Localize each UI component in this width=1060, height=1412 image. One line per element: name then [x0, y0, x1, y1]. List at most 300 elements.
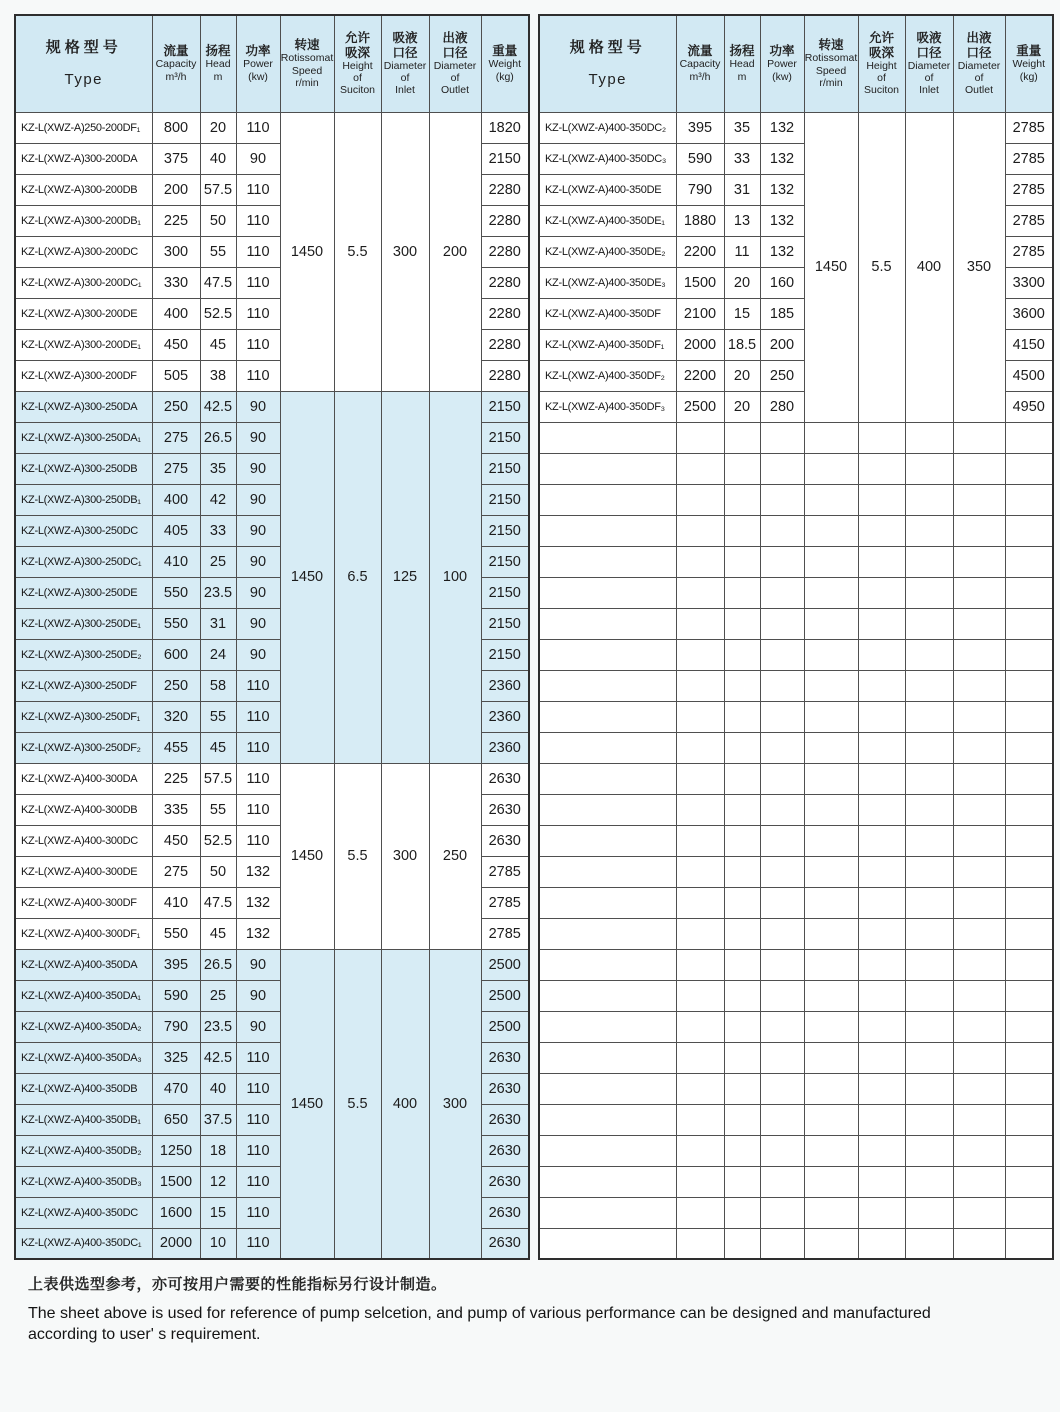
- empty-cell-inlet: [905, 453, 953, 484]
- empty-cell-weight: [1005, 1166, 1053, 1197]
- cell-type: KZ-L(XWZ-A)300-200DC: [15, 236, 152, 267]
- cell-capacity: 275: [152, 856, 200, 887]
- empty-cell-type: [539, 1135, 676, 1166]
- empty-cell-outlet: [953, 484, 1005, 515]
- cell-head: 15: [200, 1197, 236, 1228]
- empty-cell-power: [760, 701, 804, 732]
- empty-cell-weight: [1005, 1135, 1053, 1166]
- cell-type: KZ-L(XWZ-A)300-250DA: [15, 391, 152, 422]
- cell-capacity: 275: [152, 422, 200, 453]
- cell-power: 90: [236, 1011, 280, 1042]
- empty-cell-inlet: [905, 639, 953, 670]
- empty-cell-head: [724, 701, 760, 732]
- cell-capacity: 325: [152, 1042, 200, 1073]
- cell-head: 12: [200, 1166, 236, 1197]
- empty-cell-weight: [1005, 484, 1053, 515]
- empty-cell-power: [760, 1073, 804, 1104]
- empty-cell-weight: [1005, 949, 1053, 980]
- empty-cell-speed: [804, 1073, 858, 1104]
- empty-cell-inlet: [905, 825, 953, 856]
- cell-head: 20: [724, 391, 760, 422]
- merged-cell-suction: 5.5: [334, 763, 381, 949]
- empty-cell-speed: [804, 825, 858, 856]
- empty-cell-weight: [1005, 670, 1053, 701]
- cell-power: 90: [236, 546, 280, 577]
- cell-power: 110: [236, 1135, 280, 1166]
- spec-tables: [14, 14, 1060, 1260]
- empty-cell-inlet: [905, 856, 953, 887]
- cell-capacity: 790: [152, 1011, 200, 1042]
- empty-cell-type: [539, 639, 676, 670]
- col-header-suction-en: Height: [866, 59, 897, 72]
- col-header-head-en: Head: [729, 58, 755, 71]
- empty-cell-head: [724, 825, 760, 856]
- cell-head: 20: [200, 112, 236, 143]
- empty-cell-outlet: [953, 918, 1005, 949]
- cell-capacity: 590: [676, 143, 724, 174]
- cell-weight: 3300: [1005, 267, 1053, 298]
- empty-cell-suction: [858, 1166, 905, 1197]
- empty-cell-type: [539, 1104, 676, 1135]
- table-row: [15, 391, 529, 422]
- col-header-type-zh: 规格型号: [45, 38, 122, 56]
- cell-power: 110: [236, 1073, 280, 1104]
- col-header-type: [539, 15, 676, 112]
- empty-cell-power: [760, 1166, 804, 1197]
- cell-power: 110: [236, 1166, 280, 1197]
- empty-cell-type: [539, 1011, 676, 1042]
- empty-cell-speed: [804, 1166, 858, 1197]
- cell-weight: 2150: [481, 484, 529, 515]
- header-row: [539, 15, 1053, 112]
- cell-head: 45: [200, 732, 236, 763]
- cell-weight: 2785: [1005, 174, 1053, 205]
- cell-power: 110: [236, 298, 280, 329]
- empty-cell-power: [760, 546, 804, 577]
- empty-cell-weight: [1005, 980, 1053, 1011]
- cell-weight: 2150: [481, 422, 529, 453]
- col-header-head-zh: 扬程: [205, 44, 231, 59]
- col-header-outlet-en: Outlet: [440, 84, 469, 97]
- footer-note-english-line2: according to user' s requirement.: [28, 1326, 261, 1344]
- col-header-head-en: Head: [205, 58, 231, 71]
- empty-cell-outlet: [953, 1042, 1005, 1073]
- empty-cell-head: [724, 1042, 760, 1073]
- empty-cell-type: [539, 1197, 676, 1228]
- empty-cell-weight: [1005, 1073, 1053, 1104]
- col-header-speed-zh: 转速: [818, 38, 844, 53]
- empty-cell-weight: [1005, 515, 1053, 546]
- cell-capacity: 470: [152, 1073, 200, 1104]
- empty-row: [539, 1073, 1053, 1104]
- cell-head: 25: [200, 546, 236, 577]
- cell-type: KZ-L(XWZ-A)400-300DF: [15, 887, 152, 918]
- empty-row: [539, 1042, 1053, 1073]
- empty-cell-head: [724, 763, 760, 794]
- cell-type: KZ-L(XWZ-A)300-250DE₁: [15, 608, 152, 639]
- cell-weight: 2280: [481, 329, 529, 360]
- empty-row: [539, 794, 1053, 825]
- merged-cell-inlet: 300: [381, 763, 429, 949]
- empty-cell-speed: [804, 1104, 858, 1135]
- empty-cell-weight: [1005, 918, 1053, 949]
- col-header-outlet-zh: 出液: [966, 30, 992, 45]
- empty-cell-capacity: [676, 546, 724, 577]
- cell-weight: 4150: [1005, 329, 1053, 360]
- cell-weight: 2150: [481, 143, 529, 174]
- cell-power: 90: [236, 608, 280, 639]
- empty-row: [539, 825, 1053, 856]
- col-header-power-en: Power: [767, 58, 797, 71]
- empty-cell-suction: [858, 546, 905, 577]
- col-header-outlet-zh: 口径: [442, 45, 468, 60]
- col-header-suction-en: Suciton: [863, 84, 900, 97]
- col-header-speed: [280, 15, 334, 112]
- empty-cell-inlet: [905, 1228, 953, 1259]
- empty-cell-weight: [1005, 887, 1053, 918]
- col-header-outlet-en: Diameter: [433, 59, 477, 72]
- cell-power: 250: [760, 360, 804, 391]
- empty-cell-power: [760, 1197, 804, 1228]
- empty-cell-outlet: [953, 608, 1005, 639]
- empty-cell-speed: [804, 949, 858, 980]
- empty-cell-power: [760, 422, 804, 453]
- empty-cell-type: [539, 1073, 676, 1104]
- empty-cell-type: [539, 515, 676, 546]
- col-header-inlet-en: Inlet: [919, 84, 939, 97]
- col-header-head: [200, 15, 236, 112]
- table-row: [15, 949, 529, 980]
- cell-type: KZ-L(XWZ-A)300-200DA: [15, 143, 152, 174]
- cell-head: 10: [200, 1228, 236, 1259]
- empty-cell-outlet: [953, 825, 1005, 856]
- empty-row: [539, 918, 1053, 949]
- empty-cell-suction: [858, 732, 905, 763]
- empty-cell-speed: [804, 887, 858, 918]
- cell-head: 55: [200, 236, 236, 267]
- empty-cell-power: [760, 1135, 804, 1166]
- col-header-capacity: [152, 15, 200, 112]
- cell-weight: 2280: [481, 267, 529, 298]
- cell-capacity: 1600: [152, 1197, 200, 1228]
- empty-cell-power: [760, 515, 804, 546]
- cell-type: KZ-L(XWZ-A)400-350DB₁: [15, 1104, 152, 1135]
- empty-cell-speed: [804, 980, 858, 1011]
- col-header-speed-en: Rotissomat: [280, 52, 334, 65]
- empty-cell-power: [760, 453, 804, 484]
- footer-note-english-line1: The sheet above is used for reference of pump selcetion, and pump of various performance can be designed and manufactured: [28, 1305, 931, 1322]
- empty-cell-capacity: [676, 515, 724, 546]
- empty-row: [539, 980, 1053, 1011]
- cell-capacity: 1500: [152, 1166, 200, 1197]
- empty-cell-suction: [858, 763, 905, 794]
- cell-power: 110: [236, 1104, 280, 1135]
- empty-cell-head: [724, 1228, 760, 1259]
- cell-power: 132: [760, 205, 804, 236]
- empty-cell-inlet: [905, 1011, 953, 1042]
- empty-cell-outlet: [953, 887, 1005, 918]
- cell-power: 110: [236, 701, 280, 732]
- empty-cell-type: [539, 701, 676, 732]
- header-row: [15, 15, 529, 112]
- cell-capacity: 2200: [676, 360, 724, 391]
- cell-power: 90: [236, 391, 280, 422]
- empty-cell-suction: [858, 918, 905, 949]
- cell-power: 90: [236, 980, 280, 1011]
- empty-cell-type: [539, 763, 676, 794]
- empty-cell-suction: [858, 639, 905, 670]
- cell-power: 132: [760, 236, 804, 267]
- cell-head: 38: [200, 360, 236, 391]
- cell-capacity: 2100: [676, 298, 724, 329]
- empty-cell-weight: [1005, 422, 1053, 453]
- empty-cell-type: [539, 918, 676, 949]
- col-header-outlet-en: Outlet: [964, 84, 993, 97]
- col-header-weight: [481, 15, 529, 112]
- cell-type: KZ-L(XWZ-A)400-350DF: [539, 298, 676, 329]
- col-header-weight-en: (kg): [1019, 70, 1038, 83]
- empty-cell-suction: [858, 1104, 905, 1135]
- empty-cell-suction: [858, 856, 905, 887]
- merged-cell-inlet: 400: [905, 112, 953, 422]
- empty-cell-type: [539, 1042, 676, 1073]
- cell-weight: 2630: [481, 1135, 529, 1166]
- cell-type: KZ-L(XWZ-A)300-250DF: [15, 670, 152, 701]
- cell-head: 57.5: [200, 763, 236, 794]
- col-header-capacity-en: m³/h: [689, 70, 711, 83]
- empty-cell-power: [760, 639, 804, 670]
- col-header-outlet: [953, 15, 1005, 112]
- empty-cell-suction: [858, 1197, 905, 1228]
- col-header-outlet-en: Diameter: [957, 59, 1001, 72]
- empty-cell-capacity: [676, 1042, 724, 1073]
- cell-power: 110: [236, 329, 280, 360]
- cell-type: KZ-L(XWZ-A)400-350DF₃: [539, 391, 676, 422]
- cell-weight: 2630: [481, 1042, 529, 1073]
- merged-cell-speed: 1450: [280, 949, 334, 1259]
- empty-cell-suction: [858, 670, 905, 701]
- cell-weight: 2150: [481, 515, 529, 546]
- empty-cell-weight: [1005, 794, 1053, 825]
- col-header-weight-en: (kg): [495, 70, 514, 83]
- cell-type: KZ-L(XWZ-A)400-300DC: [15, 825, 152, 856]
- col-header-suction-zh: 允许: [868, 30, 894, 45]
- empty-cell-inlet: [905, 1042, 953, 1073]
- empty-cell-suction: [858, 453, 905, 484]
- col-header-capacity-en: m³/h: [165, 70, 187, 83]
- cell-type: KZ-L(XWZ-A)400-350DE₃: [539, 267, 676, 298]
- cell-weight: 2150: [481, 546, 529, 577]
- col-header-speed-zh: 转速: [294, 38, 320, 53]
- empty-cell-capacity: [676, 670, 724, 701]
- empty-cell-power: [760, 825, 804, 856]
- empty-cell-speed: [804, 608, 858, 639]
- cell-head: 42.5: [200, 1042, 236, 1073]
- empty-row: [539, 1011, 1053, 1042]
- empty-cell-capacity: [676, 794, 724, 825]
- empty-cell-type: [539, 608, 676, 639]
- empty-row: [539, 1228, 1053, 1259]
- cell-weight: 2630: [481, 794, 529, 825]
- empty-cell-suction: [858, 484, 905, 515]
- empty-cell-type: [539, 887, 676, 918]
- cell-type: KZ-L(XWZ-A)400-350DE₁: [539, 205, 676, 236]
- cell-type: KZ-L(XWZ-A)250-200DF₁: [15, 112, 152, 143]
- cell-type: KZ-L(XWZ-A)300-200DE₁: [15, 329, 152, 360]
- col-header-capacity: [676, 15, 724, 112]
- cell-type: KZ-L(XWZ-A)300-200DF: [15, 360, 152, 391]
- cell-weight: 2785: [1005, 236, 1053, 267]
- empty-cell-capacity: [676, 732, 724, 763]
- col-header-power-en: Power: [243, 58, 273, 71]
- empty-cell-outlet: [953, 515, 1005, 546]
- empty-cell-suction: [858, 1042, 905, 1073]
- cell-head: 23.5: [200, 1011, 236, 1042]
- cell-power: 110: [236, 174, 280, 205]
- empty-cell-capacity: [676, 639, 724, 670]
- empty-cell-speed: [804, 918, 858, 949]
- empty-row: [539, 422, 1053, 453]
- cell-weight: 2150: [481, 391, 529, 422]
- empty-cell-weight: [1005, 453, 1053, 484]
- empty-cell-suction: [858, 515, 905, 546]
- cell-weight: 2630: [481, 825, 529, 856]
- cell-type: KZ-L(XWZ-A)400-350DA₃: [15, 1042, 152, 1073]
- empty-cell-capacity: [676, 1104, 724, 1135]
- empty-cell-outlet: [953, 794, 1005, 825]
- empty-cell-outlet: [953, 639, 1005, 670]
- merged-cell-speed: 1450: [280, 391, 334, 763]
- col-header-suction-zh: 吸深: [868, 45, 894, 60]
- cell-power: 200: [760, 329, 804, 360]
- empty-cell-speed: [804, 1197, 858, 1228]
- col-header-type-en: Type: [64, 70, 104, 88]
- empty-cell-speed: [804, 453, 858, 484]
- empty-cell-suction: [858, 1011, 905, 1042]
- empty-cell-outlet: [953, 453, 1005, 484]
- empty-cell-type: [539, 825, 676, 856]
- empty-row: [539, 484, 1053, 515]
- empty-cell-weight: [1005, 608, 1053, 639]
- empty-cell-head: [724, 794, 760, 825]
- empty-row: [539, 515, 1053, 546]
- cell-weight: 2360: [481, 732, 529, 763]
- empty-cell-suction: [858, 794, 905, 825]
- col-header-suction: [334, 15, 381, 112]
- empty-cell-outlet: [953, 701, 1005, 732]
- empty-cell-inlet: [905, 1197, 953, 1228]
- empty-cell-speed: [804, 1135, 858, 1166]
- cell-type: KZ-L(XWZ-A)300-250DB₁: [15, 484, 152, 515]
- empty-cell-power: [760, 670, 804, 701]
- cell-head: 42.5: [200, 391, 236, 422]
- empty-cell-type: [539, 546, 676, 577]
- col-header-speed-en: Speed: [815, 64, 847, 77]
- cell-type: KZ-L(XWZ-A)400-350DC₃: [539, 143, 676, 174]
- cell-head: 15: [724, 298, 760, 329]
- empty-cell-inlet: [905, 670, 953, 701]
- col-header-suction-en: of: [877, 72, 886, 85]
- cell-capacity: 450: [152, 329, 200, 360]
- merged-cell-inlet: 400: [381, 949, 429, 1259]
- empty-row: [539, 546, 1053, 577]
- cell-power: 110: [236, 794, 280, 825]
- empty-cell-capacity: [676, 1197, 724, 1228]
- empty-cell-head: [724, 980, 760, 1011]
- cell-weight: 2150: [481, 639, 529, 670]
- empty-cell-suction: [858, 608, 905, 639]
- cell-capacity: 450: [152, 825, 200, 856]
- cell-power: 110: [236, 112, 280, 143]
- cell-head: 26.5: [200, 949, 236, 980]
- empty-cell-inlet: [905, 608, 953, 639]
- empty-cell-speed: [804, 794, 858, 825]
- empty-cell-weight: [1005, 701, 1053, 732]
- empty-cell-capacity: [676, 1011, 724, 1042]
- col-header-inlet: [381, 15, 429, 112]
- empty-cell-outlet: [953, 763, 1005, 794]
- empty-cell-capacity: [676, 701, 724, 732]
- empty-cell-capacity: [676, 763, 724, 794]
- empty-cell-capacity: [676, 825, 724, 856]
- empty-cell-speed: [804, 670, 858, 701]
- empty-cell-outlet: [953, 1073, 1005, 1104]
- col-header-weight-zh: 重量: [492, 44, 518, 59]
- cell-head: 47.5: [200, 887, 236, 918]
- cell-capacity: 1880: [676, 205, 724, 236]
- cell-capacity: 650: [152, 1104, 200, 1135]
- empty-cell-outlet: [953, 1228, 1005, 1259]
- empty-cell-power: [760, 794, 804, 825]
- empty-cell-weight: [1005, 1042, 1053, 1073]
- col-header-speed-en: r/min: [295, 76, 319, 89]
- cell-capacity: 2000: [676, 329, 724, 360]
- cell-head: 42: [200, 484, 236, 515]
- cell-head: 13: [724, 205, 760, 236]
- empty-cell-outlet: [953, 949, 1005, 980]
- empty-cell-capacity: [676, 856, 724, 887]
- cell-type: KZ-L(XWZ-A)400-350DE₂: [539, 236, 676, 267]
- col-header-type-zh: 规格型号: [569, 38, 646, 56]
- cell-power: 110: [236, 1228, 280, 1259]
- cell-type: KZ-L(XWZ-A)400-350DA: [15, 949, 152, 980]
- cell-capacity: 590: [152, 980, 200, 1011]
- col-header-power-zh: 功率: [769, 44, 795, 59]
- empty-row: [539, 577, 1053, 608]
- empty-cell-inlet: [905, 732, 953, 763]
- cell-head: 50: [200, 856, 236, 887]
- cell-head: 33: [200, 515, 236, 546]
- empty-cell-outlet: [953, 732, 1005, 763]
- empty-cell-inlet: [905, 794, 953, 825]
- cell-weight: 2630: [481, 1073, 529, 1104]
- cell-power: 185: [760, 298, 804, 329]
- empty-cell-inlet: [905, 1166, 953, 1197]
- col-header-inlet-zh: 口径: [392, 45, 418, 60]
- empty-row: [539, 1197, 1053, 1228]
- cell-weight: 2630: [481, 1228, 529, 1259]
- empty-cell-head: [724, 577, 760, 608]
- empty-row: [539, 1166, 1053, 1197]
- empty-cell-inlet: [905, 887, 953, 918]
- cell-weight: 1820: [481, 112, 529, 143]
- cell-type: KZ-L(XWZ-A)400-350DB₃: [15, 1166, 152, 1197]
- col-header-outlet-zh: 出液: [442, 30, 468, 45]
- cell-power: 132: [760, 112, 804, 143]
- empty-cell-capacity: [676, 1073, 724, 1104]
- cell-weight: 2785: [481, 856, 529, 887]
- cell-capacity: 2500: [676, 391, 724, 422]
